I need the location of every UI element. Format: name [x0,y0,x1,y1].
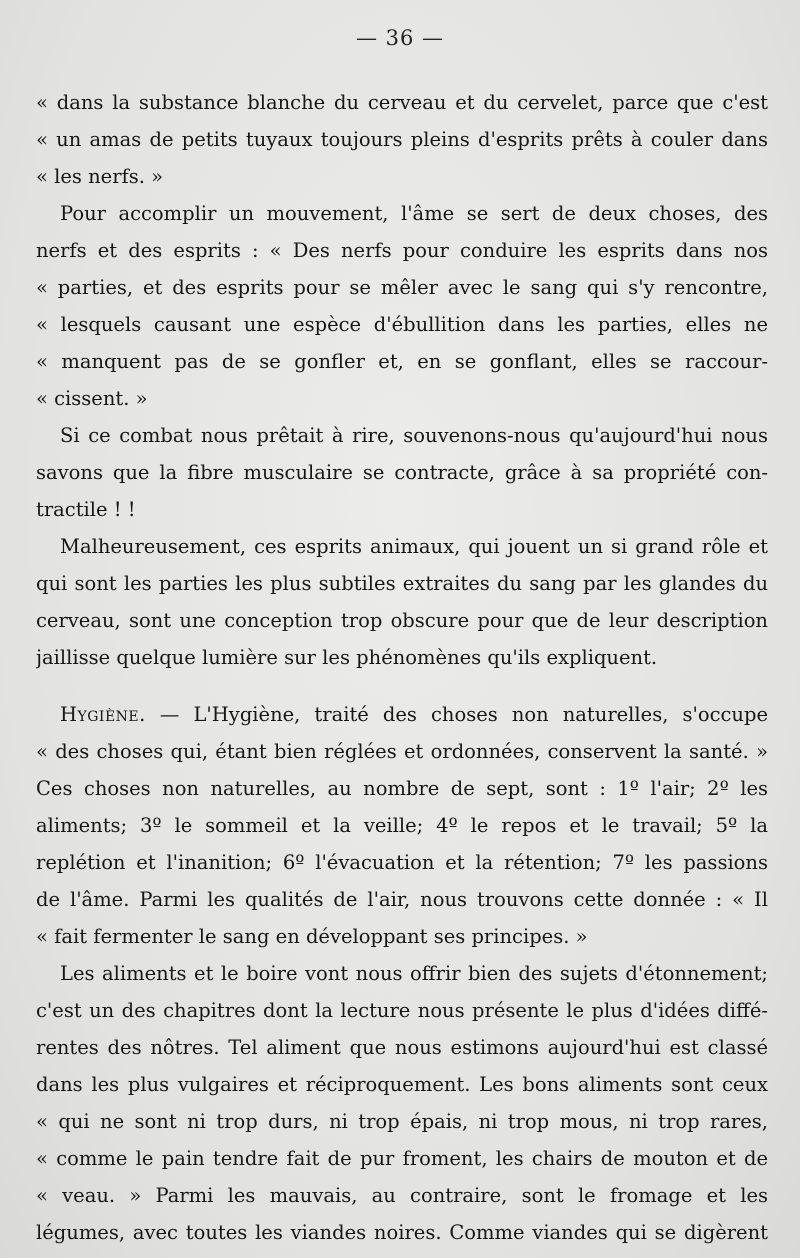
text-line: tractile ! ! [36,498,136,521]
text-line: qui sont les parties les plus subtiles extraites du sang par les glandes du [36,572,768,595]
section-heading: Hygiène. [60,703,146,726]
text-line: rentes des nôtres. Tel aliment que nous estimons aujourd'hui est classé [36,1036,768,1059]
paragraph [36,955,768,1251]
text-line: « cissent. » [36,387,148,410]
text-line: « qui ne sont ni trop durs, ni trop épais, ni trop mous, ni trop rares, [36,1110,768,1133]
text-line: dans les plus vulgaires et réciproquement. Les bons aliments sont ceux [36,1073,768,1096]
text-line: « des choses qui, étant bien réglées et ordonnées, conservent la santé. » [36,740,768,763]
text-span: — L'Hygiène, traité des choses non naturelles, s'occupe [145,703,768,726]
section-gap [36,676,768,696]
paragraph [36,696,768,955]
paragraph [36,528,768,676]
text-line: Les aliments et le boire vont nous offrir bien des sujets d'étonnement; [60,962,768,985]
text-line: Ces choses non naturelles, au nombre de sept, sont : 1º l'air; 2º les [36,777,768,800]
text-line: savons que la fibre musculaire se contracte, grâce à sa propriété con- [36,461,768,484]
text-line: replétion et l'inanition; 6º l'évacuation et la rétention; 7º les passions [36,851,768,874]
text-line: nerfs et des esprits : « Des nerfs pour conduire les esprits dans nos [36,239,768,262]
text-line: « parties, et des esprits pour se mêler avec le sang qui s'y rencontre, [36,276,768,299]
text-line: « fait fermenter le sang en développant ses principes. » [36,925,588,948]
text-line: « les nerfs. » [36,165,164,188]
text-line: Pour accomplir un mouvement, l'âme se sert de deux choses, des [60,202,768,225]
page-number: — 36 — [355,26,445,50]
paragraph [36,84,768,195]
text-line: « dans la substance blanche du cerveau et du cervelet, parce que c'est [36,91,768,114]
text-line: aliments; 3º le sommeil et la veille; 4º le repos et le travail; 5º la [36,814,768,837]
text-line: « un amas de petits tuyaux toujours pleins d'esprits prêts à couler dans [36,128,768,151]
text-line: jaillisse quelque lumière sur les phénomènes qu'ils expliquent. [36,646,658,669]
text-line: cerveau, sont une conception trop obscure pour que de leur description [36,609,768,632]
text-line: Malheureusement, ces esprits animaux, qui jouent un si grand rôle et [60,535,768,558]
body-text [36,84,768,1251]
text-line [36,696,768,733]
text-line: de l'âme. Parmi les qualités de l'air, nous trouvons cette donnée : « Il [36,888,768,911]
text-line: « manquent pas de se gonfler et, en se gonflant, elles se raccour- [36,350,768,373]
text-line: « lesquels causant une espèce d'ébullition dans les parties, elles ne [36,313,768,336]
text-line: « comme le pain tendre fait de pur froment, les chairs de mouton et de [36,1147,768,1170]
paragraph [36,417,768,528]
text-line: c'est un des chapitres dont la lecture nous présente le plus d'idées diffé- [36,999,768,1022]
text-line: légumes, avec toutes les viandes noires. Comme viandes qui se digèrent [36,1221,768,1244]
text-line: Si ce combat nous prêtait à rire, souvenons-nous qu'aujourd'hui nous [60,424,768,447]
text-line: « veau. » Parmi les mauvais, au contraire, sont le fromage et les [36,1184,768,1207]
paragraph [36,195,768,417]
